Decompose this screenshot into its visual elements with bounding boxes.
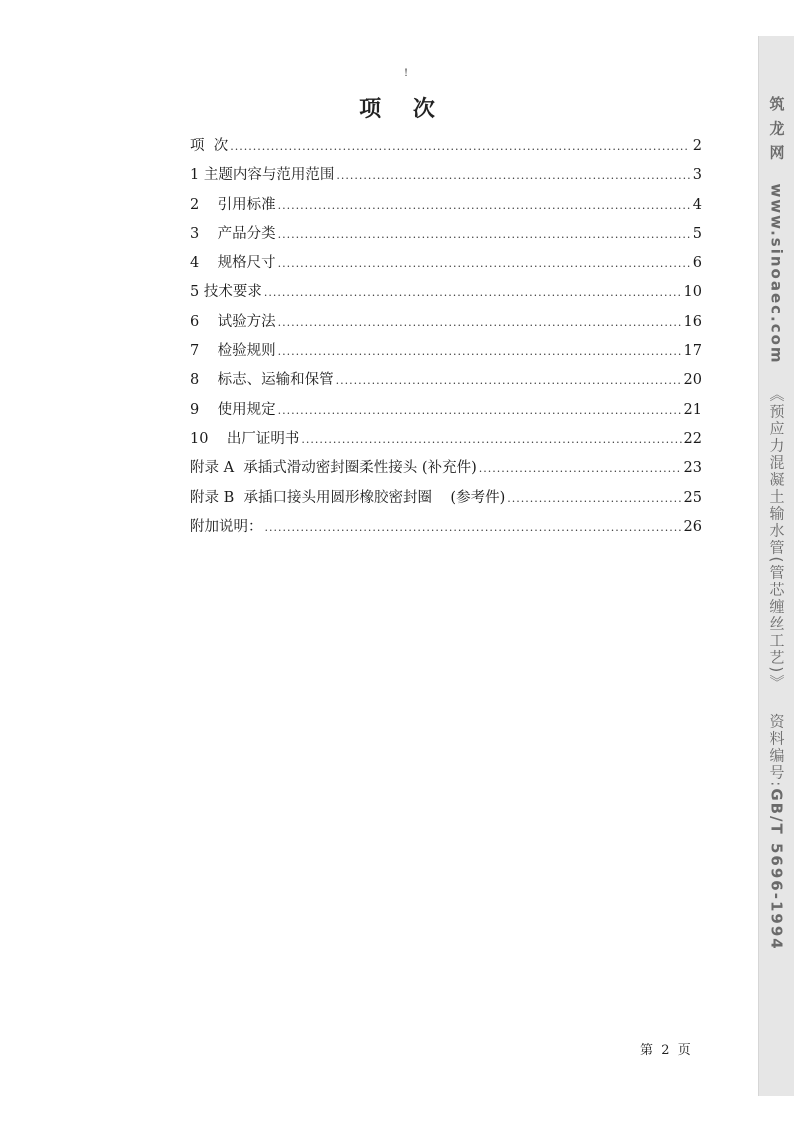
toc-leader-dots	[230, 132, 690, 161]
site-url: www.sinoaec.com	[767, 183, 786, 365]
toc-leader-dots	[264, 278, 682, 307]
toc-entry-label: 9 使用规定	[190, 401, 276, 418]
toc-entry[interactable]	[190, 484, 702, 513]
toc-leader-dots	[479, 454, 682, 483]
toc-entry[interactable]	[190, 366, 702, 395]
toc-leader-dots	[301, 425, 681, 454]
side-watermark-text	[767, 96, 788, 951]
toc-entry[interactable]	[190, 513, 702, 542]
toc-entry-label: 6 试验方法	[190, 313, 276, 330]
toc-entry-page: 5	[692, 225, 702, 242]
toc-entry-label: 1 主题内容与范用范围	[190, 167, 335, 184]
toc-entry[interactable]	[190, 396, 702, 425]
toc-entry-label: 附录 B 承插口接头用圆形橡胶密封圈 (参考件)	[190, 489, 506, 506]
table-of-contents	[190, 132, 702, 542]
toc-entry-page: 21	[683, 401, 702, 418]
toc-leader-dots	[278, 191, 690, 220]
header-mark: !	[404, 68, 409, 79]
side-watermark-strip	[758, 36, 794, 1096]
toc-entry[interactable]	[190, 220, 702, 249]
toc-entry-page: 16	[683, 313, 702, 330]
toc-entry[interactable]	[190, 337, 702, 366]
toc-entry[interactable]	[190, 425, 702, 454]
toc-entry[interactable]	[190, 454, 702, 483]
toc-entry-page: 23	[683, 460, 702, 477]
toc-entry[interactable]	[190, 308, 702, 337]
toc-entry-label: 10 出厂证明书	[190, 430, 300, 447]
toc-leader-dots	[278, 337, 682, 366]
toc-entry-page: 25	[683, 489, 702, 506]
toc-entry-label: 4 规格尺寸	[190, 255, 276, 272]
toc-entry-page: 26	[683, 518, 702, 535]
toc-entry-label: 附加说明：	[190, 518, 263, 535]
toc-leader-dots	[336, 366, 682, 395]
toc-entry-page: 17	[683, 343, 702, 360]
toc-entry[interactable]	[190, 132, 702, 161]
site-name: 筑 龙 网	[767, 96, 786, 162]
toc-entry-page: 20	[683, 372, 702, 389]
toc-entry-label: 3 产品分类	[190, 225, 276, 242]
toc-entry-label: 项 次	[190, 138, 229, 154]
toc-entry-page: 2	[692, 138, 702, 154]
toc-entry[interactable]	[190, 278, 702, 307]
toc-entry-label: 附录 A 承插式滑动密封圈柔性接头 (补充件)	[190, 460, 477, 477]
toc-entry-page: 4	[692, 196, 702, 213]
toc-leader-dots	[278, 220, 690, 249]
toc-entry-page: 22	[683, 430, 702, 447]
page-title: 项 次	[359, 97, 447, 122]
toc-entry[interactable]	[190, 161, 702, 190]
toc-entry-label: 5 技术要求	[190, 284, 262, 301]
toc-leader-dots	[336, 161, 690, 190]
toc-entry-page: 10	[683, 284, 702, 301]
toc-leader-dots	[265, 513, 682, 542]
toc-leader-dots	[278, 249, 690, 278]
toc-entry[interactable]	[190, 249, 702, 278]
toc-entry-page: 3	[692, 167, 702, 184]
toc-entry-label: 8 标志、运输和保管	[190, 372, 334, 389]
document-title: 《预应力混凝土输水管(管芯缠丝工艺)》	[767, 386, 786, 692]
page-number: 第 2 页	[640, 1043, 691, 1058]
toc-leader-dots	[278, 308, 682, 337]
toc-entry-page: 6	[692, 255, 702, 272]
toc-leader-dots	[507, 484, 681, 513]
document-code-label: 资料编号:	[767, 713, 786, 789]
document-code: GB/T 5696-1994	[767, 788, 786, 951]
toc-entry-label: 2 引用标准	[190, 196, 276, 213]
toc-leader-dots	[278, 396, 682, 425]
toc-entry-label: 7 检验规则	[190, 343, 276, 360]
toc-entry[interactable]	[190, 191, 702, 220]
